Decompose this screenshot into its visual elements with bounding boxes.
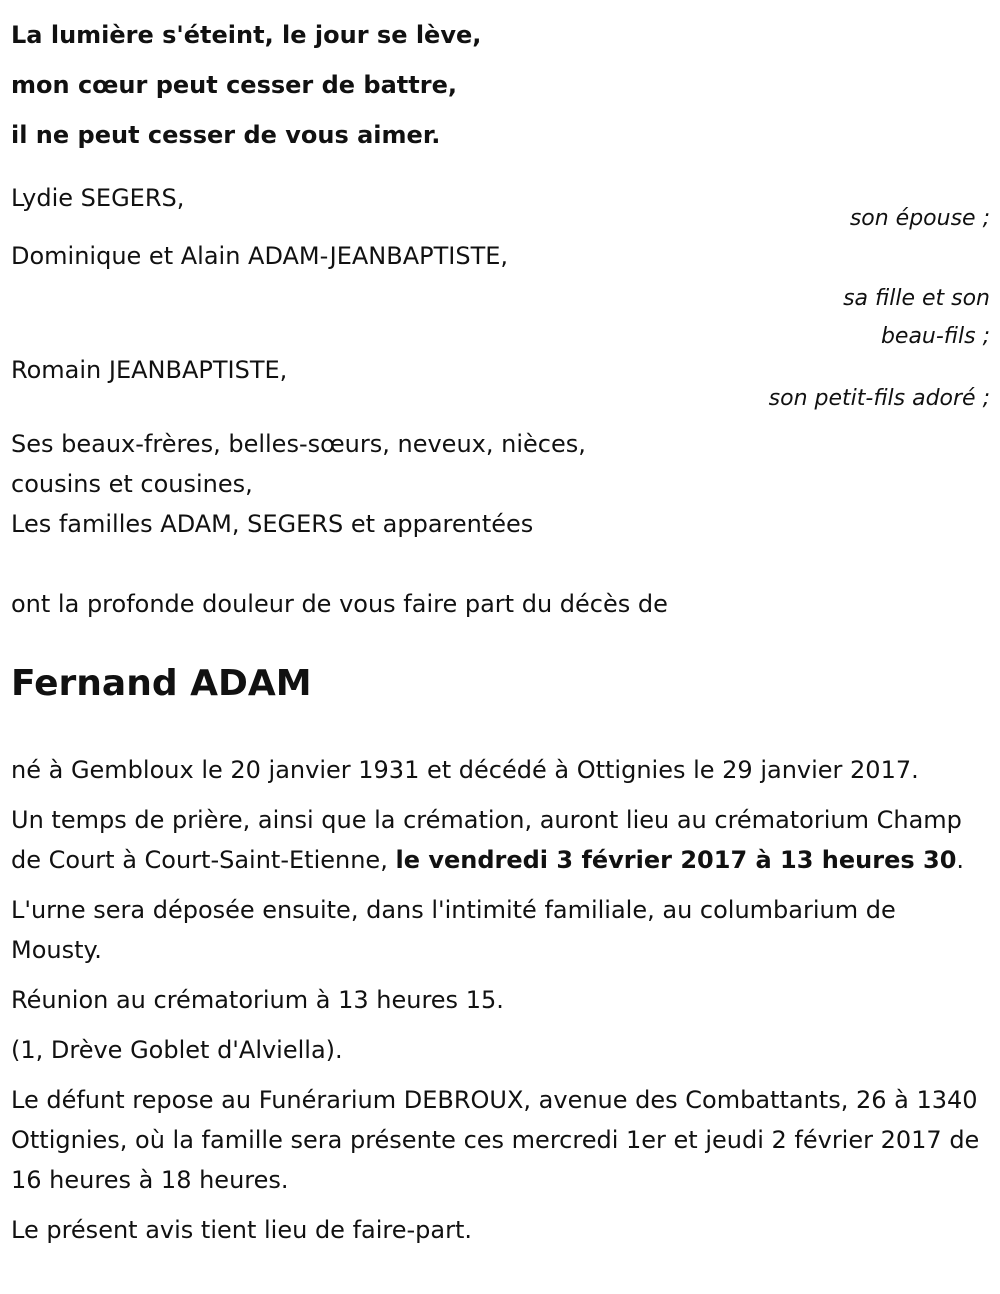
ceremony-end: . [956,846,965,874]
member-name: Romain JEANBAPTISTE, [11,356,288,384]
member-role-line: son épouse ; [849,206,990,231]
meeting-paragraph: Réunion au crématorium à 13 heures 15. [11,986,504,1014]
member-role-line: beau-fils ; [880,324,990,349]
notice-paragraph: Le présent avis tient lieu de faire-part. [11,1216,473,1244]
member-role-line: son petit-fils adoré ; [768,386,990,411]
poem-line: La lumière s'éteint, le jour se lève, [11,21,482,49]
member-role-line: sa fille et son [843,286,990,311]
member-role [11,280,990,356]
member-name: Lydie SEGERS, [11,184,185,212]
relatives [11,424,990,544]
ceremony-paragraph [11,800,990,880]
announcement: ont la profonde douleur de vous faire part du décès de [11,590,668,618]
poem-line: mon cœur peut cesser de battre, [11,71,457,99]
repose-paragraph: Le défunt repose au Funérarium DEBROUX, avenue des Combattants, 26 à 1340 Ottignies, où la famille sera présente ces mercredi 1er et jeudi 2 février 2017 de 16 heures à 18 heures. [11,1086,980,1194]
details [11,750,990,1250]
relatives-line: Les familles ADAM, SEGERS et apparentées [11,510,534,538]
urn-paragraph: L'urne sera déposée ensuite, dans l'intimité familiale, au columbarium de Mousty. [11,896,896,964]
poem-line: il ne peut cesser de vous aimer. [11,121,441,149]
relatives-line: cousins et cousines, [11,470,253,498]
family-member [11,350,990,418]
relatives-line: Ses beaux-frères, belles-sœurs, neveux, nièces, [11,430,586,458]
member-name: Dominique et Alain ADAM-JEANBAPTISTE, [11,242,509,270]
ceremony-text: Un temps de prière, ainsi que la crémation, auront lieu au crématorium Champ de Court à Court-Saint-Etienne, [11,806,962,874]
ceremony-date: le vendredi 3 février 2017 à 13 heures 30 [395,846,957,874]
deceased-name: Fernand ADAM [11,663,312,704]
family-member [11,236,990,356]
poem [11,0,990,160]
family-list [11,178,990,418]
family-member [11,178,990,238]
birth-death-paragraph: né à Gembloux le 20 janvier 1931 et décédé à Ottignies le 29 janvier 2017. [11,756,919,784]
address-paragraph: (1, Drève Goblet d'Alviella). [11,1036,343,1064]
